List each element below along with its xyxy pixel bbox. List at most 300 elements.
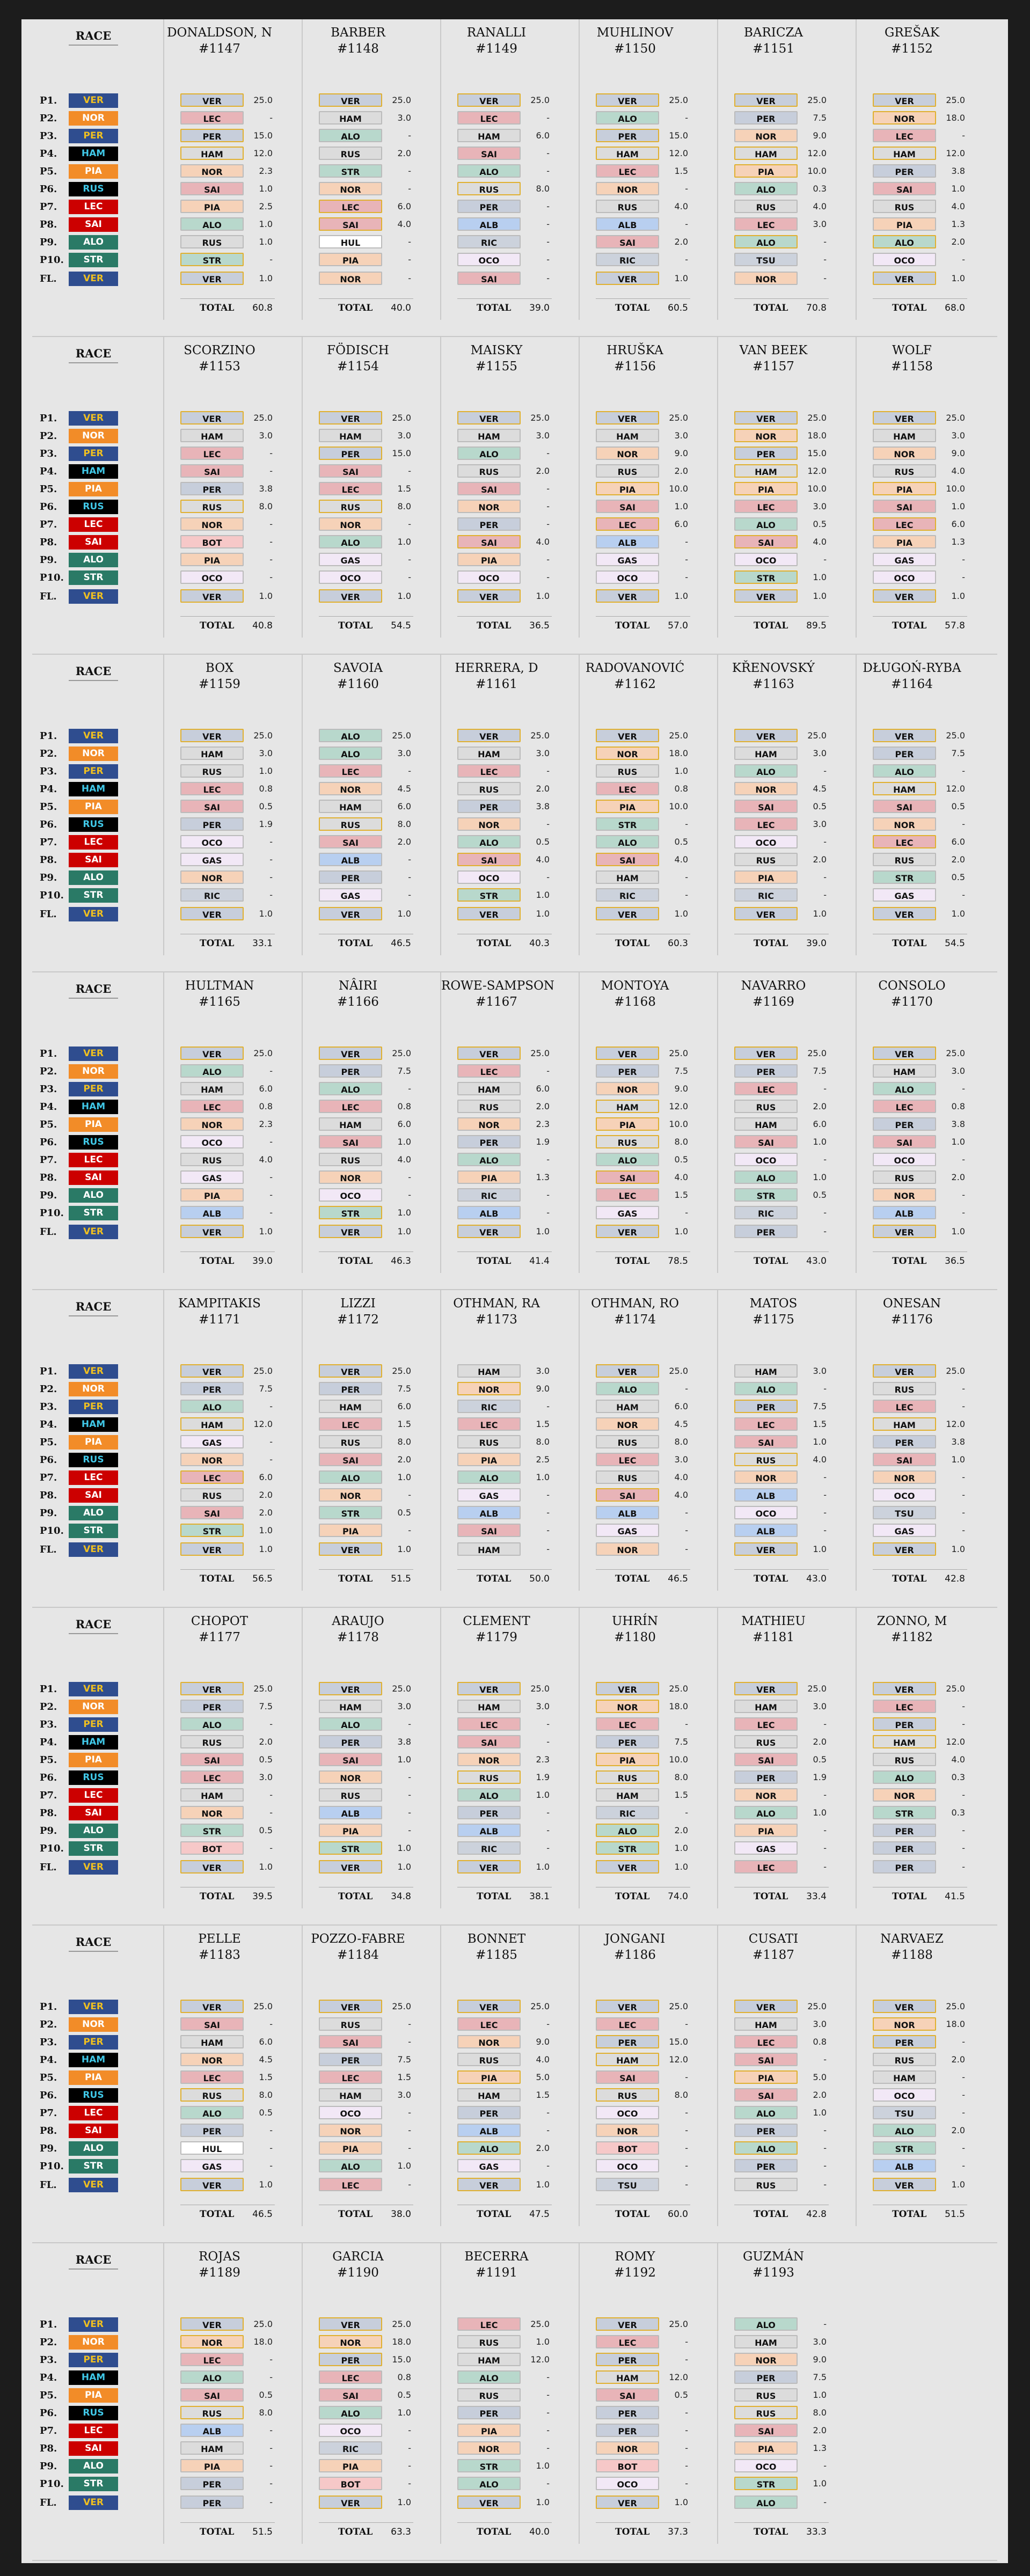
position-label: P7.	[40, 201, 57, 213]
pick-cell: ALO	[180, 2106, 244, 2119]
pick-cell: LEC	[319, 2070, 382, 2084]
pick-points: -	[823, 1084, 827, 1094]
position-label: P2.	[40, 748, 57, 759]
pick-points: 3.0	[813, 2019, 827, 2029]
total-divider	[457, 298, 552, 299]
pick-points: -	[269, 2161, 273, 2171]
fastest-lap-points: 1.0	[397, 1862, 411, 1872]
pick-cell: PER	[734, 1400, 798, 1413]
pick-cell: STR	[873, 870, 936, 884]
fastest-lap-points: 1.0	[813, 1544, 827, 1554]
fastest-lap-label: FL.	[40, 591, 57, 602]
participant-name: ZONNO, M	[876, 1614, 947, 1628]
pick-points: -	[823, 890, 827, 900]
race-result-badge: PER	[69, 129, 118, 143]
pick-cell: NOR	[734, 1788, 798, 1802]
position-label: P9.	[40, 872, 57, 883]
total-label: TOTAL	[892, 303, 927, 313]
pick-cell: RIC	[457, 1188, 521, 1202]
pick-points: 2.0	[674, 466, 688, 476]
total-value: 39.5	[252, 1891, 273, 1902]
pick-points: 2.0	[951, 1172, 965, 1182]
pick-cell: GAS	[180, 1170, 244, 1184]
position-label: P1.	[40, 1048, 57, 1059]
pick-points: 25.0	[807, 95, 827, 105]
pick-points: 25.0	[946, 2001, 965, 2011]
fastest-lap-points: 1.0	[813, 591, 827, 601]
pick-points: -	[269, 1437, 273, 1447]
pick-points: 4.0	[397, 1154, 411, 1165]
pick-cell: NOR	[873, 447, 936, 460]
pick-cell: GAS	[457, 1488, 521, 1502]
pick-points: 6.0	[397, 201, 411, 211]
race-result-badge: NOR	[69, 1064, 118, 1079]
pick-points: 7.5	[674, 1737, 688, 1747]
pick-cell: PER	[180, 482, 244, 495]
pick-points: 15.0	[669, 130, 688, 141]
pick-cell: ALO	[596, 835, 659, 848]
pick-points: 9.0	[674, 1084, 688, 1094]
pick-cell: BOT	[180, 535, 244, 548]
pick-points: 0.8	[259, 1101, 273, 1111]
pick-points: -	[823, 2319, 827, 2329]
pick-points: 0.5	[951, 801, 965, 811]
pick-cell: NOR	[180, 870, 244, 884]
race-result-badge: SAI	[69, 1488, 118, 1503]
fastest-lap-points: -	[823, 2497, 827, 2507]
pick-points: 12.0	[946, 148, 965, 158]
pick-points: -	[408, 2125, 411, 2135]
total-label: TOTAL	[200, 1256, 235, 1267]
fastest-lap-points: 1.0	[536, 2179, 550, 2190]
pick-points: 8.0	[259, 2090, 273, 2100]
total-value: 41.4	[529, 1256, 550, 1267]
pick-cell: ALO	[734, 2141, 798, 2155]
position-label: P5.	[40, 2072, 57, 2083]
pick-cell: HUL	[319, 235, 382, 248]
participant-column	[440, 337, 552, 638]
participant-column	[717, 2243, 829, 2544]
race-result-badge: HAM	[69, 1735, 118, 1750]
pick-points: 1.3	[951, 219, 965, 229]
pick-cell: ALB	[873, 1206, 936, 1219]
pick-points: 1.5	[674, 166, 688, 176]
position-label: P3.	[40, 448, 57, 459]
total-label: TOTAL	[338, 2527, 373, 2537]
pick-cell: PER	[873, 1117, 936, 1131]
pick-points: 8.0	[397, 1437, 411, 1447]
pick-cell: VER	[457, 2000, 521, 2013]
pick-cell: RUS	[457, 182, 521, 195]
fastest-lap-pick: VER	[319, 589, 382, 603]
fastest-lap-points: 1.0	[259, 273, 273, 283]
pick-cell: GAS	[873, 1524, 936, 1537]
pick-points: 2.0	[536, 1101, 550, 1111]
pick-points: -	[269, 537, 273, 547]
total-divider	[319, 616, 413, 617]
pick-points: -	[685, 184, 688, 194]
pick-points: -	[408, 1084, 411, 1094]
pick-cell: TSU	[873, 1506, 936, 1519]
pick-cell: RUS	[180, 1735, 244, 1748]
pick-cell: RUS	[180, 2406, 244, 2419]
fastest-lap-points: 1.0	[951, 2179, 965, 2190]
pick-cell: RUS	[734, 2406, 798, 2419]
pick-cell: OCO	[596, 2477, 659, 2490]
pick-cell: RUS	[873, 853, 936, 866]
pick-points: 25.0	[253, 95, 273, 105]
pick-points: 1.0	[259, 1525, 273, 1535]
participant-name: GUZMÁN	[742, 2250, 805, 2264]
pick-points: 25.0	[669, 95, 688, 105]
participant-number: #1158	[891, 360, 933, 374]
participant-name: MONTOYA	[601, 979, 669, 993]
pick-cell: LEC	[319, 1417, 382, 1431]
pick-points: 0.5	[259, 1825, 273, 1835]
pick-cell: PER	[596, 1735, 659, 1748]
pick-cell: RIC	[319, 2441, 382, 2455]
pick-cell: BOT	[319, 2477, 382, 2490]
fastest-lap-points: 1.0	[397, 1544, 411, 1554]
pick-points: -	[823, 1208, 827, 1218]
pick-cell: OCO	[319, 1188, 382, 1202]
pick-points: 4.0	[674, 1472, 688, 1482]
fastest-lap-pick: VER	[319, 2496, 382, 2509]
fastest-lap-points: -	[823, 273, 827, 283]
pick-points: 10.0	[946, 484, 965, 494]
pick-cell: PER	[319, 2353, 382, 2366]
race-result-badge: VER	[69, 1682, 118, 1696]
position-label: P2.	[40, 1384, 57, 1395]
pick-points: -	[962, 2072, 965, 2082]
pick-points: -	[546, 2372, 550, 2382]
pick-points: 3.0	[259, 1772, 273, 1782]
pick-cell: PIA	[457, 2070, 521, 2084]
pick-points: 4.0	[951, 1754, 965, 1765]
pick-points: 1.3	[813, 2443, 827, 2453]
participant-column	[579, 19, 690, 320]
pick-cell: SAI	[596, 1170, 659, 1184]
pick-cell: NOR	[180, 1117, 244, 1131]
pick-cell: VER	[319, 1682, 382, 1695]
participant-column	[163, 337, 275, 638]
race-result-badge: PER	[69, 2353, 118, 2367]
pick-points: 25.0	[669, 2001, 688, 2011]
pick-points: -	[685, 2143, 688, 2153]
fastest-lap-pick: VER	[596, 1225, 659, 1238]
fastest-lap-points: 1.0	[259, 1862, 273, 1872]
participant-name: ROWE-SAMPSON	[441, 979, 554, 993]
pick-points: -	[408, 130, 411, 141]
fastest-lap-points: 1.0	[536, 909, 550, 919]
race-result-badge: NOR	[69, 111, 118, 126]
fastest-lap-pick: NOR	[319, 272, 382, 285]
fastest-lap-pick: VER	[873, 272, 936, 285]
fastest-lap-badge: VER	[69, 272, 118, 286]
pick-cell: STR	[596, 1841, 659, 1855]
race-result-badge: NOR	[69, 2017, 118, 2032]
participant-number: #1150	[614, 42, 656, 56]
participant-number: #1166	[337, 995, 379, 1009]
pick-points: -	[269, 1807, 273, 1818]
total-label: TOTAL	[615, 620, 650, 631]
fastest-lap-pick: VER	[180, 589, 244, 603]
participant-name: ONESAN	[882, 1297, 941, 1311]
race-header: RACE	[69, 982, 118, 999]
pick-points: 7.5	[674, 1066, 688, 1076]
pick-points: 6.0	[674, 1401, 688, 1411]
pick-points: -	[823, 1843, 827, 1853]
pick-cell: GAS	[596, 1524, 659, 1537]
pick-cell: VER	[457, 1046, 521, 1060]
pick-points: 4.0	[674, 1490, 688, 1500]
total-label: TOTAL	[200, 1891, 235, 1902]
pick-cell: TSU	[873, 2106, 936, 2119]
position-label: P1.	[40, 2319, 57, 2330]
pick-points: -	[546, 1190, 550, 1200]
race-result-badge: LEC	[69, 2424, 118, 2438]
pick-cell: ALO	[457, 835, 521, 848]
results-block	[21, 337, 1008, 655]
pick-cell: LEC	[180, 1470, 244, 1484]
participant-number: #1173	[476, 1313, 517, 1327]
total-value: 43.0	[806, 1256, 827, 1267]
pick-cell: BOT	[180, 1841, 244, 1855]
pick-points: -	[408, 237, 411, 247]
pick-points: 1.5	[397, 1419, 411, 1429]
fastest-lap-pick: VER	[596, 589, 659, 603]
pick-points: 10.0	[669, 1119, 688, 1129]
pick-cell: ALB	[319, 1806, 382, 1819]
pick-cell: VER	[457, 729, 521, 742]
pick-cell: SAI	[734, 1435, 798, 1448]
pick-points: 0.8	[397, 2372, 411, 2382]
pick-points: 1.0	[951, 1137, 965, 1147]
position-label: P4.	[40, 1419, 57, 1430]
pick-cell: ALO	[596, 1153, 659, 1166]
pick-points: 9.0	[813, 130, 827, 141]
total-divider	[873, 1569, 967, 1570]
participant-name: KAMPITAKIS	[178, 1297, 261, 1311]
race-result-badge: HAM	[69, 1417, 118, 1432]
pick-points: 8.0	[397, 819, 411, 829]
position-label: P2.	[40, 2019, 57, 2030]
pick-points: 3.8	[259, 484, 273, 494]
pick-points: -	[546, 201, 550, 211]
fastest-lap-points: -	[823, 1862, 827, 1872]
pick-points: -	[546, 2478, 550, 2489]
position-label: P7.	[40, 2107, 57, 2119]
pick-cell: NOR	[596, 1700, 659, 1713]
pick-cell: LEC	[180, 111, 244, 125]
fastest-lap-pick: LEC	[319, 2178, 382, 2191]
fastest-lap-points: 1.0	[674, 591, 688, 601]
pick-points: 25.0	[807, 730, 827, 741]
total-label: TOTAL	[200, 2209, 235, 2220]
pick-points: -	[685, 219, 688, 229]
participant-column	[717, 19, 829, 320]
pick-points: 10.0	[669, 801, 688, 811]
participant-column	[302, 1290, 413, 1591]
pick-cell: HAM	[457, 1700, 521, 1713]
pick-points: -	[546, 1507, 550, 1518]
fastest-lap-points: 1.0	[813, 909, 827, 919]
pick-cell: RUS	[596, 1435, 659, 1448]
position-label: P8.	[40, 2125, 57, 2136]
pick-points: 25.0	[669, 1366, 688, 1376]
race-result-badge: NOR	[69, 2335, 118, 2350]
pick-points: 1.0	[813, 1137, 827, 1147]
total-value: 63.3	[391, 2527, 411, 2537]
pick-cell: PER	[457, 2106, 521, 2119]
participant-number: #1161	[476, 677, 517, 691]
participant-name: LIZZI	[340, 1297, 376, 1311]
pick-cell: NOR	[596, 447, 659, 460]
participant-name: GARCIA	[332, 2250, 384, 2264]
pick-points: -	[962, 1384, 965, 1394]
pick-points: -	[962, 1825, 965, 1835]
pick-points: 1.5	[259, 2072, 273, 2082]
total-value: 42.8	[945, 1574, 965, 1584]
pick-cell: RUS	[319, 1788, 382, 1802]
pick-cell: RIC	[734, 1206, 798, 1219]
fastest-lap-points: 1.0	[259, 909, 273, 919]
race-result-badge: SAI	[69, 217, 118, 232]
total-divider	[180, 616, 275, 617]
pick-cell: VER	[873, 411, 936, 425]
position-label: P10.	[40, 890, 64, 901]
pick-points: 25.0	[253, 1366, 273, 1376]
position-label: P3.	[40, 1401, 57, 1413]
race-result-badge: PIA	[69, 482, 118, 496]
total-label: TOTAL	[338, 1891, 373, 1902]
pick-points: 12.0	[946, 1419, 965, 1429]
pick-cell: STR	[319, 164, 382, 178]
participant-number: #1177	[199, 1630, 240, 1644]
pick-points: -	[546, 2443, 550, 2453]
pick-points: -	[823, 237, 827, 247]
pick-points: 4.0	[397, 219, 411, 229]
pick-points: -	[269, 466, 273, 476]
fastest-lap-badge: VER	[69, 589, 118, 604]
pick-cell: PER	[734, 1770, 798, 1784]
pick-cell: STR	[596, 817, 659, 831]
fastest-lap-pick: VER	[734, 907, 798, 920]
pick-cell: PER	[180, 1382, 244, 1395]
pick-cell: STR	[319, 1506, 382, 1519]
pick-cell: NOR	[596, 2124, 659, 2137]
pick-cell: HAM	[734, 464, 798, 478]
pick-points: 25.0	[946, 1366, 965, 1376]
race-result-badge: RUS	[69, 2406, 118, 2420]
participant-name: CHOPOT	[191, 1614, 249, 1628]
position-label: P4.	[40, 784, 57, 795]
pick-cell: RIC	[180, 888, 244, 902]
total-value: 54.5	[945, 938, 965, 949]
participant-number: #1191	[476, 2266, 517, 2280]
fastest-lap-points: -	[962, 1862, 965, 1872]
participant-column	[440, 2243, 552, 2544]
pick-points: 12.0	[253, 1419, 273, 1429]
position-label: P1.	[40, 95, 57, 106]
pick-points: 5.0	[536, 2072, 550, 2082]
position-label: P8.	[40, 1490, 57, 1501]
pick-cell: ALO	[873, 764, 936, 778]
pick-cell: ALO	[734, 2106, 798, 2119]
fastest-lap-pick: SAI	[457, 272, 521, 285]
fastest-lap-points: 1.0	[951, 1226, 965, 1236]
pick-points: 8.0	[674, 1437, 688, 1447]
pick-points: 15.0	[392, 2354, 411, 2365]
pick-cell: ALO	[596, 1824, 659, 1837]
pick-cell: PIA	[734, 2441, 798, 2455]
race-result-badge: PIA	[69, 1435, 118, 1450]
pick-cell: STR	[734, 570, 798, 584]
race-result-badge: NOR	[69, 1382, 118, 1396]
pick-cell: SAI	[319, 1453, 382, 1466]
position-label: P9.	[40, 554, 57, 566]
fastest-lap-points: -	[546, 1544, 550, 1554]
pick-cell: SAI	[457, 535, 521, 548]
total-divider	[180, 2522, 275, 2523]
pick-points: -	[546, 819, 550, 829]
pick-points: -	[685, 2337, 688, 2347]
pick-points: -	[269, 2354, 273, 2365]
total-divider	[457, 616, 552, 617]
pick-cell: NOR	[457, 2035, 521, 2048]
participant-name: HULTMAN	[185, 979, 254, 993]
fastest-lap-points: 1.0	[951, 909, 965, 919]
pick-points: 10.0	[807, 484, 827, 494]
participant-number: #1151	[753, 42, 794, 56]
pick-cell: VER	[873, 1046, 936, 1060]
pick-cell: NOR	[873, 817, 936, 831]
pick-points: -	[962, 572, 965, 582]
pick-cell: LEC	[180, 2353, 244, 2366]
pick-cell: ALB	[457, 1824, 521, 1837]
position-label: P1.	[40, 730, 57, 742]
total-label: TOTAL	[892, 620, 927, 631]
participant-name: PELLE	[198, 1932, 241, 1946]
pick-points: -	[269, 2372, 273, 2382]
total-value: 39.0	[806, 938, 827, 949]
pick-cell: OCO	[873, 1488, 936, 1502]
pick-cell: RUS	[180, 1488, 244, 1502]
fastest-lap-pick: HAM	[457, 1542, 521, 1556]
participant-column	[579, 2243, 690, 2544]
pick-cell: RUS	[734, 1100, 798, 1113]
pick-cell: ALO	[734, 1170, 798, 1184]
pick-points: 6.0	[813, 1119, 827, 1129]
total-value: 33.4	[806, 1891, 827, 1902]
pick-cell: OCO	[319, 570, 382, 584]
pick-cell: PIA	[319, 2459, 382, 2472]
pick-cell: VER	[734, 93, 798, 107]
fastest-lap-badge: VER	[69, 1860, 118, 1875]
pick-points: 2.5	[536, 1454, 550, 1465]
total-value: 54.5	[391, 620, 411, 631]
pick-points: 3.8	[397, 1737, 411, 1747]
pick-points: 2.0	[951, 237, 965, 247]
race-result-badge: STR	[69, 2159, 118, 2174]
position-label: P5.	[40, 1119, 57, 1130]
pick-points: 12.0	[946, 1737, 965, 1747]
pick-cell: STR	[873, 2141, 936, 2155]
pick-cell: LEC	[319, 2370, 382, 2384]
total-label: TOTAL	[477, 938, 512, 949]
participant-column	[717, 972, 829, 1273]
total-label: TOTAL	[615, 1574, 650, 1584]
